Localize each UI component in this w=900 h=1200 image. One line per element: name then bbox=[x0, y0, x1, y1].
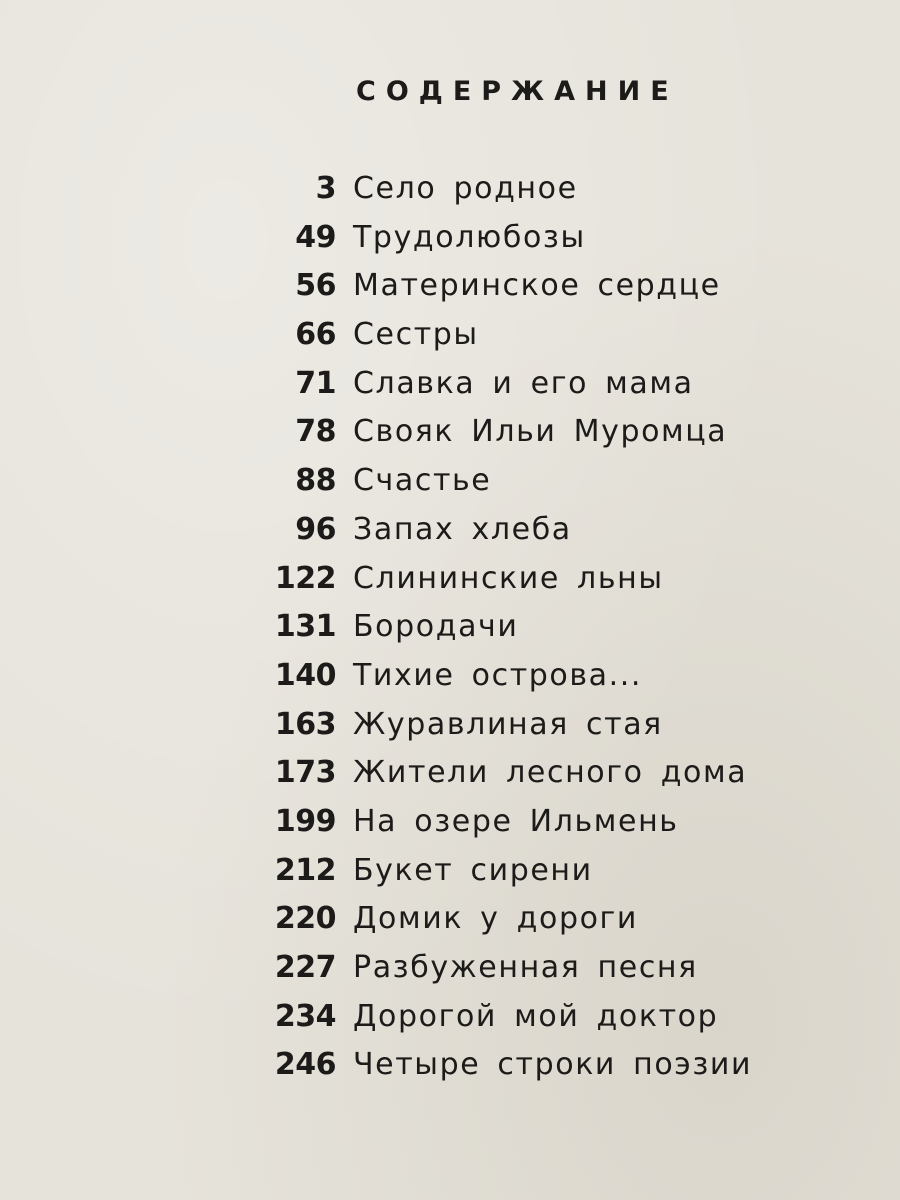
toc-page-number: 78 bbox=[295, 414, 336, 450]
toc-page-number: 56 bbox=[295, 268, 336, 304]
toc-entry bbox=[0, 603, 900, 652]
toc-title: Четыре строки поэзии bbox=[353, 1047, 753, 1083]
toc-entry bbox=[0, 214, 900, 263]
toc-page-number: 71 bbox=[295, 365, 336, 401]
toc-entry bbox=[0, 262, 900, 311]
toc-entry bbox=[0, 1041, 900, 1090]
toc-title: Бородачи bbox=[353, 609, 519, 645]
toc-page-number: 122 bbox=[274, 560, 336, 596]
toc-title: Трудолюбозы bbox=[353, 219, 586, 255]
toc-title: Свояк Ильи Муромца bbox=[353, 414, 728, 450]
toc-title: На озере Ильмень bbox=[353, 803, 679, 839]
toc-title: Запах хлеба bbox=[353, 511, 572, 547]
toc-page-number: 199 bbox=[274, 803, 336, 839]
toc-title: Разбуженная песня bbox=[353, 950, 698, 985]
toc-entry bbox=[0, 506, 900, 555]
toc-page-number: 212 bbox=[274, 852, 336, 888]
toc-title: Дорогой мой доктор bbox=[353, 998, 719, 1034]
toc-title: Журавлиная стая bbox=[353, 706, 663, 742]
toc-entry bbox=[0, 993, 900, 1042]
toc-entry bbox=[0, 749, 900, 798]
toc-page-number: 163 bbox=[274, 706, 336, 742]
toc-entry bbox=[0, 457, 900, 506]
toc-entry bbox=[0, 555, 900, 604]
toc-page-number: 234 bbox=[274, 998, 336, 1034]
toc-entry bbox=[0, 847, 900, 896]
toc-entry bbox=[0, 652, 900, 701]
toc-page-number: 3 bbox=[315, 171, 336, 206]
toc-entry bbox=[0, 701, 900, 750]
toc-title: Счастье bbox=[353, 463, 492, 499]
toc-title: Сестры bbox=[353, 317, 479, 353]
toc-page-number: 49 bbox=[295, 219, 336, 255]
toc-page-number: 88 bbox=[295, 463, 336, 499]
toc-entry bbox=[0, 165, 900, 214]
toc-entry bbox=[0, 360, 900, 409]
toc-page-number: 246 bbox=[274, 1047, 336, 1083]
toc-entry bbox=[0, 895, 900, 944]
toc-title: Славка и его мама bbox=[353, 365, 694, 401]
toc-page-number: 140 bbox=[274, 657, 336, 693]
toc-entry bbox=[0, 408, 900, 457]
toc-page-number: 96 bbox=[295, 511, 336, 547]
toc-page-number: 173 bbox=[274, 755, 336, 791]
contents-heading: СОДЕРЖАНИЕ bbox=[356, 76, 679, 107]
toc-page-number: 220 bbox=[274, 901, 336, 937]
toc-title: Букет сирени bbox=[353, 852, 593, 888]
toc-page-number: 131 bbox=[274, 609, 336, 645]
toc-title: Тихие острова... bbox=[353, 657, 643, 693]
toc-title: Слининские льны bbox=[353, 560, 664, 596]
toc-page-number: 66 bbox=[295, 317, 336, 353]
toc-title: Материнское сердце bbox=[353, 268, 721, 304]
table-of-contents bbox=[0, 165, 900, 1090]
toc-entry bbox=[0, 798, 900, 847]
toc-entry bbox=[0, 311, 900, 360]
toc-entry bbox=[0, 944, 900, 993]
toc-title: Домик у дороги bbox=[353, 901, 639, 937]
toc-page-number: 227 bbox=[274, 950, 336, 985]
toc-title: Жители лесного дома bbox=[353, 755, 748, 791]
toc-title: Село родное bbox=[353, 171, 578, 206]
